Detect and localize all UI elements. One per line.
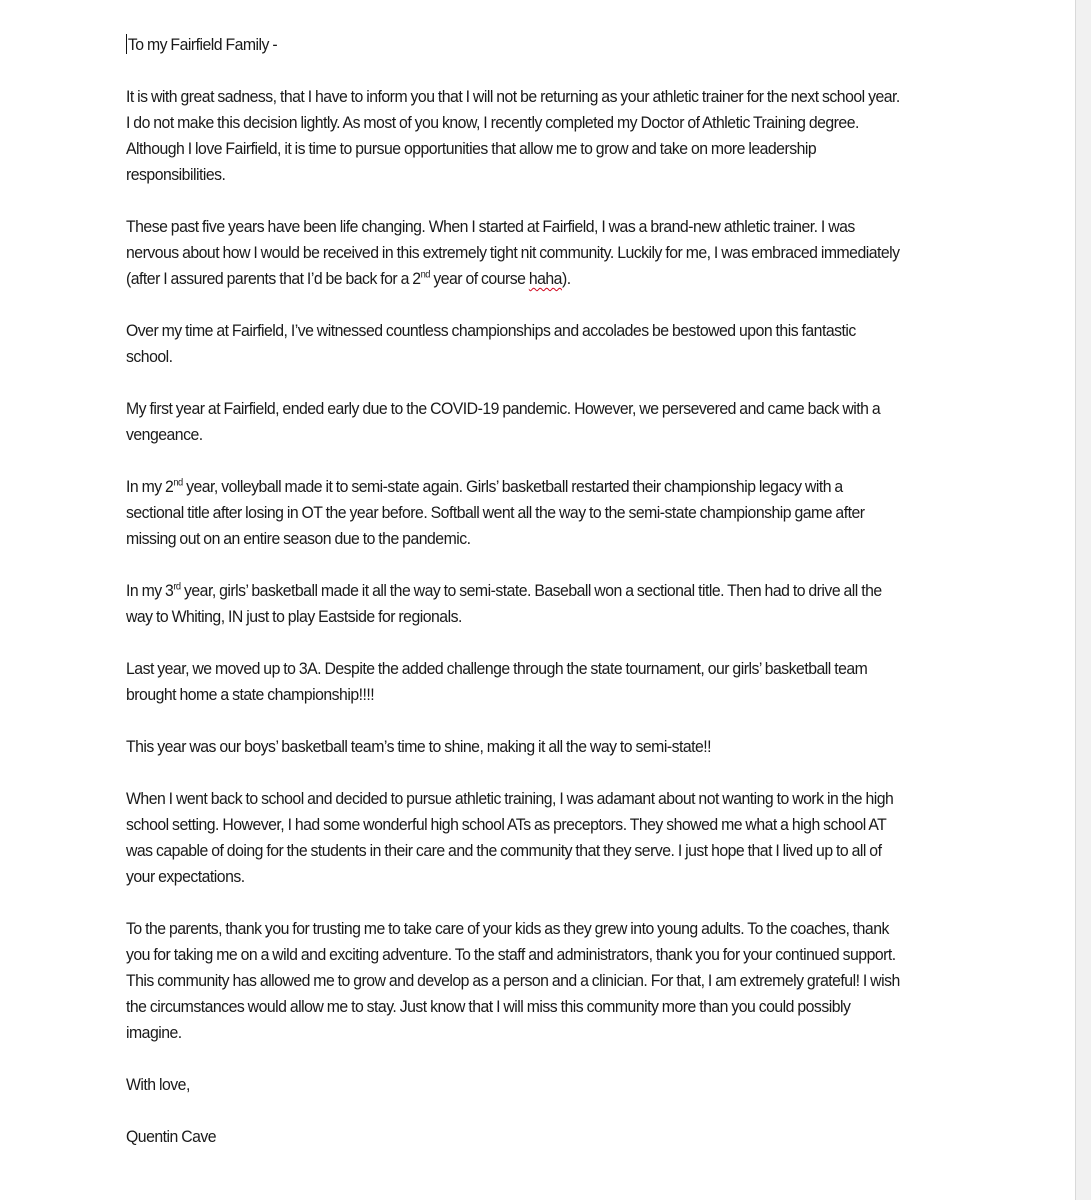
paragraph-5-text-a: In my 2 bbox=[126, 477, 174, 496]
paragraph-8: This year was our boys’ basketball team’s time to shine, making it all the way to semi-state!! bbox=[126, 737, 712, 756]
paragraph-2-text-c: ). bbox=[561, 269, 571, 288]
window-edge bbox=[1075, 0, 1091, 1200]
paragraph-3: Over my time at Fairfield, I’ve witnessed countless championships and accolades be bestowed upon this fantastic school. bbox=[126, 321, 856, 366]
paragraph-6-text-a: In my 3 bbox=[126, 581, 174, 600]
salutation bbox=[126, 32, 903, 58]
paragraph-2-text-a: These past five years have been life changing. When I started at Fairfield, I was a brand-new athletic trainer. I was nervous about how I would be received in this extremely tight nit community. Luckily for me, I was embraced immediately (after I assured parents that I’d be back for a 2 bbox=[126, 217, 900, 288]
paragraph-10: To the parents, thank you for trusting me to take care of your kids as they grew into young adults. To the coaches, thank you for taking me on a wild and exciting adventure. To the staff and administrators, thank you for your continued support. This community has allowed me to grow and develop as a person and a clinician. For that, I am extremely grateful! I wish the circumstances would allow me to stay. Just know that I will miss this community more than you could possibly imagine. bbox=[126, 919, 900, 1042]
paragraph-5 bbox=[126, 474, 903, 552]
paragraph-4: My first year at Fairfield, ended early due to the COVID-19 pandemic. However, we persevered and came back with a vengeance. bbox=[126, 399, 881, 444]
text-cursor bbox=[126, 34, 127, 54]
paragraph-6-text-b: year, girls’ basketball made it all the way to semi-state. Baseball won a sectional title. Then had to drive all the way to Whiting, IN just to play Eastside for regionals. bbox=[126, 581, 882, 626]
paragraph-7: Last year, we moved up to 3A. Despite the added challenge through the state tournament, our girls’ basketball team brought home a state championship!!!! bbox=[126, 659, 868, 704]
spellcheck-flagged-word[interactable]: haha bbox=[528, 269, 562, 288]
paragraph-2-text-b: year of course bbox=[429, 269, 529, 288]
paragraph-5-text-b: year, volleyball made it to semi-state again. Girls’ basketball restarted their championship legacy with a sectional title after losing in OT the year before. Softball went all the way to the semi-state championship game after missing out on an entire season due to the pandemic. bbox=[126, 477, 865, 548]
closing: With love, bbox=[126, 1075, 190, 1094]
signature: Quentin Cave bbox=[126, 1127, 217, 1146]
salutation-text: To my Fairfield Family - bbox=[127, 35, 278, 54]
paragraph-6 bbox=[126, 578, 903, 630]
letter-body[interactable] bbox=[126, 32, 903, 1150]
paragraph-1: It is with great sadness, that I have to inform you that I will not be returning as your athletic trainer for the next school year. I do not make this decision lightly. As most of you know, I recently completed my Doctor of Athletic Training degree. Although I love Fairfield, it is time to pursue opportunities that allow me to grow and take on more leadership responsibilities. bbox=[126, 87, 900, 184]
ordinal-superscript: nd bbox=[173, 477, 183, 489]
paragraph-9: When I went back to school and decided to pursue athletic training, I was adamant about not wanting to work in the high school setting. However, I had some wonderful high school ATs as preceptors. They showed me what a high school AT was capable of doing for the students in their care and the community that they serve. I just hope that I lived up to all of your expectations. bbox=[126, 789, 894, 886]
ordinal-superscript: nd bbox=[420, 269, 430, 281]
ordinal-superscript: rd bbox=[173, 581, 181, 593]
paragraph-2 bbox=[126, 214, 903, 292]
